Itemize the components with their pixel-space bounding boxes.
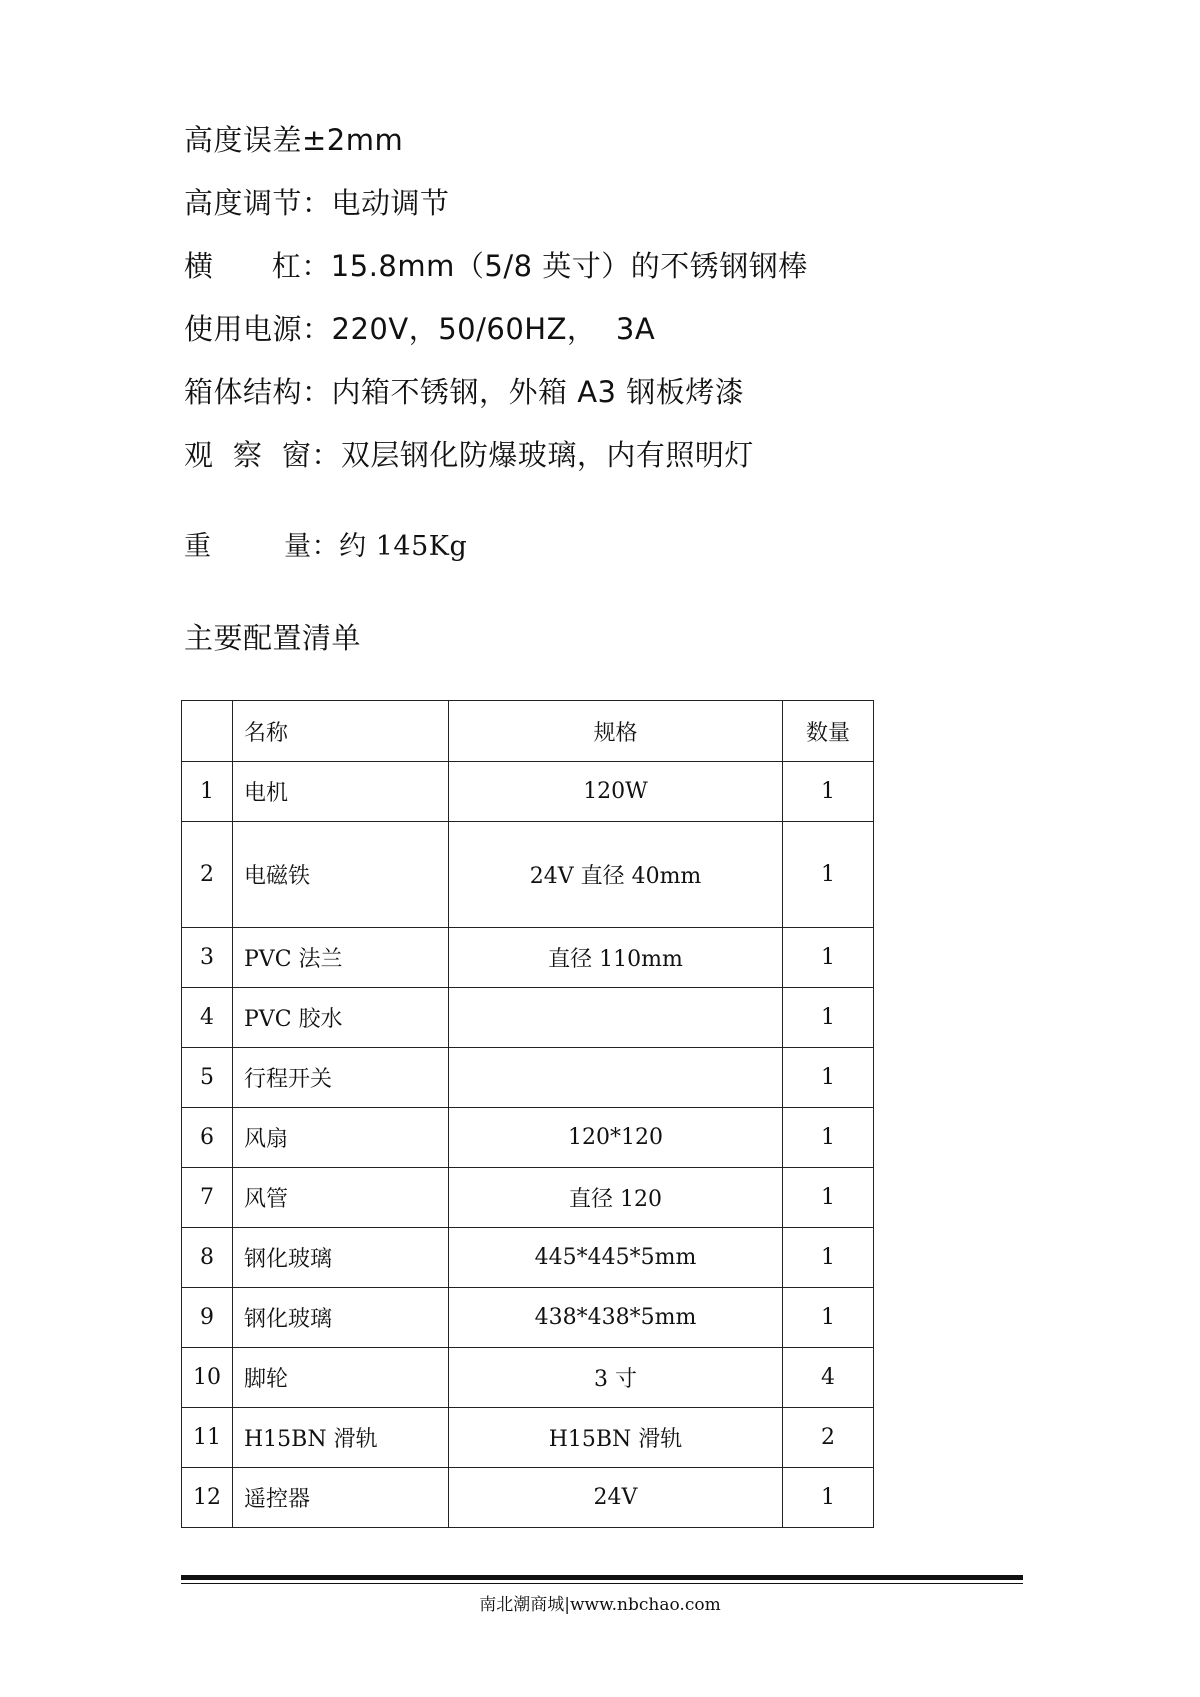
row-qty: 2	[783, 1408, 874, 1468]
footer-divider-thin	[181, 1583, 1023, 1584]
row-spec: 24V	[449, 1468, 783, 1528]
row-qty: 1	[783, 1048, 874, 1108]
row-spec: 438*438*5mm	[449, 1288, 783, 1348]
row-name: 风管	[233, 1168, 449, 1228]
row-no: 1	[182, 762, 233, 822]
spec-height-adjustment: 高度调节：电动调节	[184, 186, 450, 220]
row-qty: 1	[783, 822, 874, 928]
row-name: PVC 法兰	[233, 928, 449, 988]
row-no: 4	[182, 988, 233, 1048]
row-no: 9	[182, 1288, 233, 1348]
row-no: 10	[182, 1348, 233, 1408]
spec-weight: 重 量：约 145Kg	[184, 531, 468, 562]
table-row	[182, 822, 874, 928]
row-name: 电机	[233, 762, 449, 822]
row-qty: 1	[783, 1228, 874, 1288]
table-row	[182, 762, 874, 822]
config-table	[181, 700, 874, 1528]
row-spec: H15BN 滑轨	[449, 1408, 783, 1468]
row-no: 6	[182, 1108, 233, 1168]
footer-site-link[interactable]: 南北潮商城|www.nbchao.com	[479, 1595, 721, 1615]
row-qty: 1	[783, 1468, 874, 1528]
spec-cabinet-structure: 箱体结构：内箱不锈钢，外箱 A3 钢板烤漆	[184, 375, 745, 409]
table-row	[182, 1288, 874, 1348]
section-title: 主要配置清单	[184, 621, 362, 655]
table-row	[182, 1468, 874, 1528]
footer-divider	[181, 1575, 1023, 1580]
row-spec: 24V 直径 40mm	[449, 822, 783, 928]
row-qty: 1	[783, 988, 874, 1048]
row-spec: 直径 120	[449, 1168, 783, 1228]
table-row	[182, 1108, 874, 1168]
row-no: 2	[182, 822, 233, 928]
row-spec	[449, 1048, 783, 1108]
row-name: 钢化玻璃	[233, 1288, 449, 1348]
row-name: H15BN 滑轨	[233, 1408, 449, 1468]
row-name: 风扇	[233, 1108, 449, 1168]
row-name: 钢化玻璃	[233, 1228, 449, 1288]
table-row	[182, 988, 874, 1048]
table-row	[182, 1228, 874, 1288]
row-no: 7	[182, 1168, 233, 1228]
row-qty: 1	[783, 1108, 874, 1168]
spec-height-tolerance: 高度误差±2mm	[184, 123, 404, 157]
row-qty: 1	[783, 1288, 874, 1348]
row-no: 8	[182, 1228, 233, 1288]
row-spec: 120*120	[449, 1108, 783, 1168]
spec-observation-window: 观 察 窗：双层钢化防爆玻璃，内有照明灯	[184, 438, 754, 472]
table-header-row	[182, 701, 874, 762]
row-spec: 445*445*5mm	[449, 1228, 783, 1288]
row-qty: 4	[783, 1348, 874, 1408]
header-no	[182, 701, 233, 762]
table-row	[182, 1408, 874, 1468]
row-name: 脚轮	[233, 1348, 449, 1408]
table-row	[182, 1048, 874, 1108]
row-no: 11	[182, 1408, 233, 1468]
row-name: 行程开关	[233, 1048, 449, 1108]
table-row	[182, 1168, 874, 1228]
row-spec: 直径 110mm	[449, 928, 783, 988]
row-qty: 1	[783, 928, 874, 988]
row-qty: 1	[783, 762, 874, 822]
row-name: 遥控器	[233, 1468, 449, 1528]
header-name: 名称	[233, 701, 449, 762]
spec-power-supply: 使用电源：220V，50/60HZ， 3A	[184, 312, 656, 346]
row-no: 3	[182, 928, 233, 988]
row-no: 5	[182, 1048, 233, 1108]
table-row	[182, 928, 874, 988]
row-no: 12	[182, 1468, 233, 1528]
row-spec: 120W	[449, 762, 783, 822]
row-spec	[449, 988, 783, 1048]
header-spec: 规格	[449, 701, 783, 762]
row-spec: 3 寸	[449, 1348, 783, 1408]
row-name: PVC 胶水	[233, 988, 449, 1048]
spec-crossbar: 横 杠：15.8mm（5/8 英寸）的不锈钢钢棒	[184, 249, 808, 283]
table-row	[182, 1348, 874, 1408]
header-qty: 数量	[783, 701, 874, 762]
row-name: 电磁铁	[233, 822, 449, 928]
row-qty: 1	[783, 1168, 874, 1228]
